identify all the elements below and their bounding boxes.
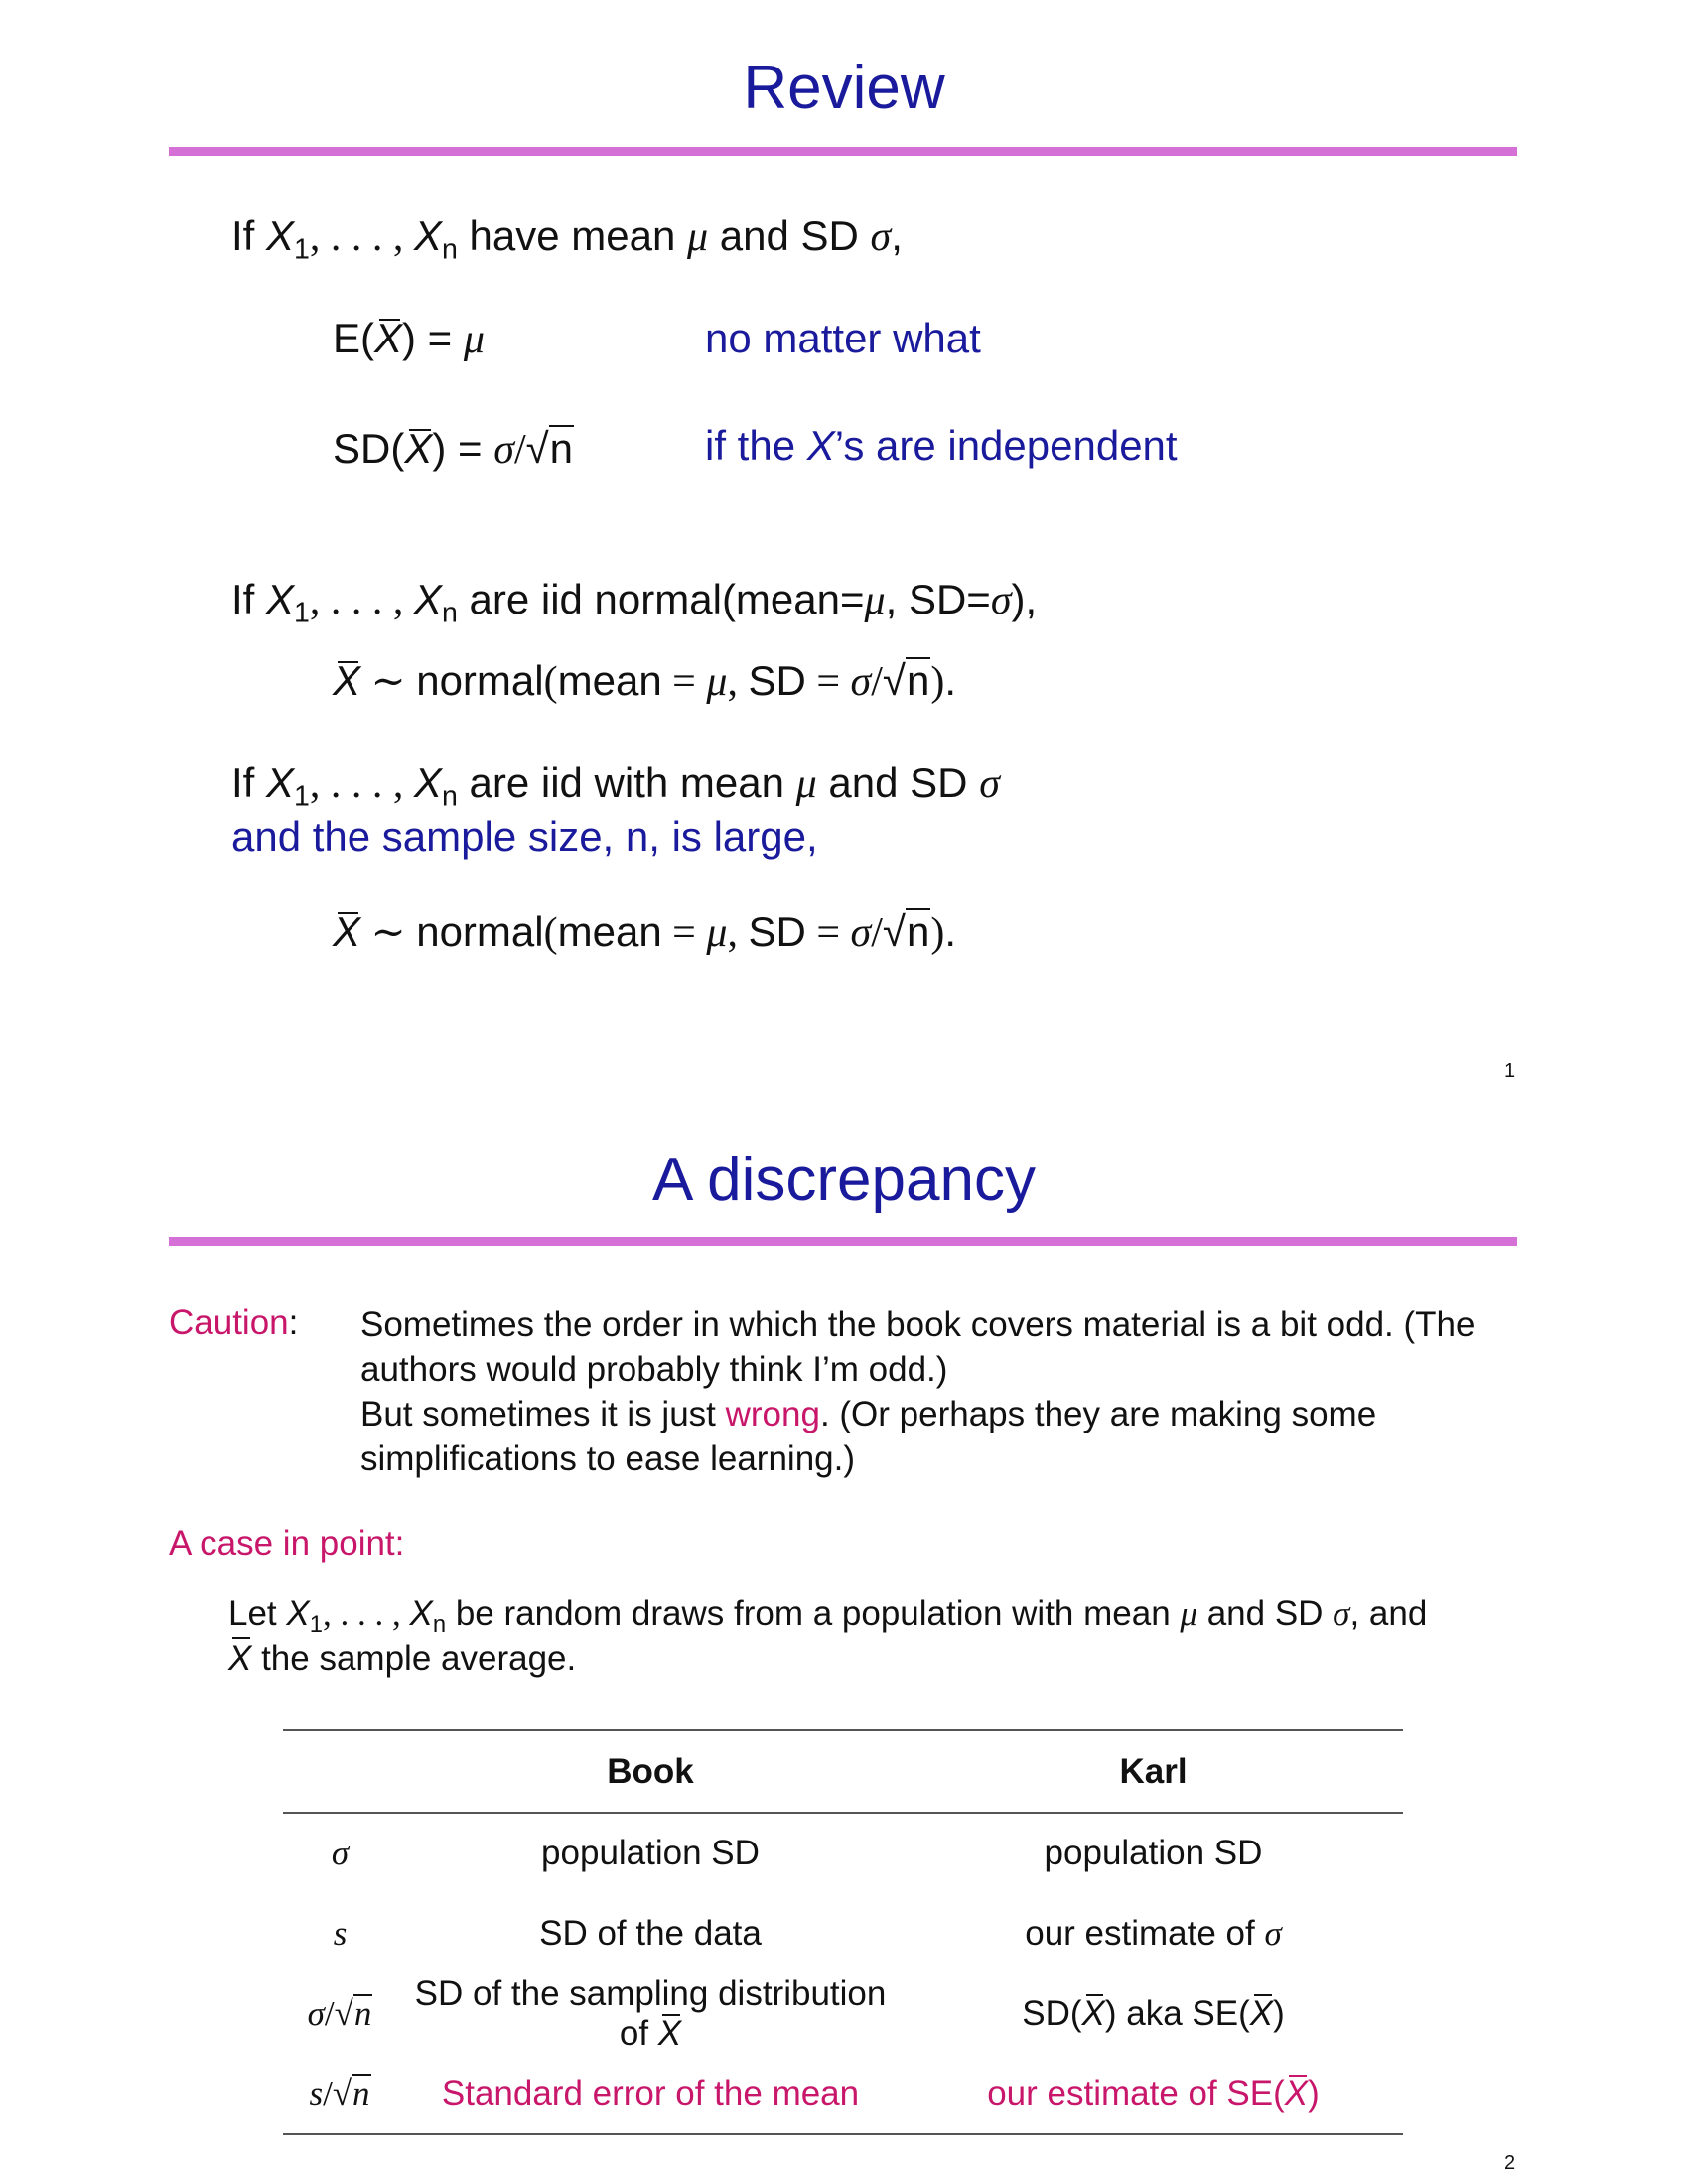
let-statement: Let $X_1$, . . . , $X_n$ be random draws from a population with mean μ and SD σ, and X the sample average.	[228, 1591, 1519, 1681]
row-symbol: s	[333, 1913, 348, 1953]
slide1-line2: If $X_1$, . . . , $X_n$ are iid normal(mean=μ, SD=σ),	[231, 576, 1038, 629]
table-row	[283, 1974, 1403, 2054]
table-row	[283, 1893, 1403, 1974]
sd-note: if the X’s are independent	[705, 422, 1178, 469]
row-symbol: s/√n	[309, 2074, 370, 2113]
comparison-table	[283, 1729, 1403, 2135]
caution-label: Caution:	[169, 1303, 299, 1342]
row-book: SD of the data	[539, 1913, 762, 1953]
table-row	[283, 2054, 1403, 2134]
expectation-note: no matter what	[705, 315, 981, 361]
normal-distribution-1: X ∼ normal(mean = μ, SD = σ/√n).	[333, 657, 956, 705]
case-label: A case in point:	[169, 1524, 405, 1563]
table-row	[283, 1813, 1403, 1893]
header-symbol	[283, 1730, 397, 1813]
page-number-1: 1	[1504, 1060, 1516, 1082]
row-symbol: σ/√n	[307, 1993, 372, 2033]
slide1-line3: If $X_1$, . . . , $X_n$ are iid with mean μ and SD σ	[231, 759, 1000, 813]
row-book: SD of the sampling distribution of X	[414, 1974, 887, 2053]
header-karl: Karl	[1119, 1751, 1188, 1791]
row-karl: population SD	[1044, 1834, 1263, 1872]
row-symbol: σ	[331, 1834, 350, 1872]
row-book: Standard error of the mean	[441, 2074, 860, 2113]
caution-text: Sometimes the order in which the book covers material is a bit odd. (The authors would probably think I’m odd.) But sometimes it is just wrong. (Or perhaps they are making some simplifications to ease learning.)	[360, 1305, 1476, 1478]
slide1-title-rule	[169, 147, 1517, 156]
expectation-formula: E(X) = μ	[333, 315, 485, 362]
table-header-row	[283, 1730, 1403, 1813]
normal-distribution-2: X ∼ normal(mean = μ, SD = σ/√n).	[333, 908, 956, 956]
row-karl: our estimate of σ	[1025, 1913, 1282, 1953]
row-book: population SD	[541, 1834, 760, 1872]
header-book: Book	[607, 1751, 694, 1791]
slide1-line1: If $X_1$, . . . , $X_n$ have mean μ and SD σ,	[231, 212, 903, 266]
row-karl: our estimate of SE(X)	[987, 2074, 1320, 2113]
slide2-title: A discrepancy	[652, 1146, 1036, 1214]
slide1-title: Review	[743, 54, 945, 122]
page-number-2: 2	[1504, 2152, 1516, 2174]
slide1-line4: and the sample size, n, is large,	[231, 813, 818, 860]
row-karl: SD(X) aka SE(X)	[1022, 1993, 1285, 2033]
sd-formula: SD(X) = σ/√n	[333, 425, 574, 473]
slide2-title-rule	[169, 1237, 1517, 1246]
